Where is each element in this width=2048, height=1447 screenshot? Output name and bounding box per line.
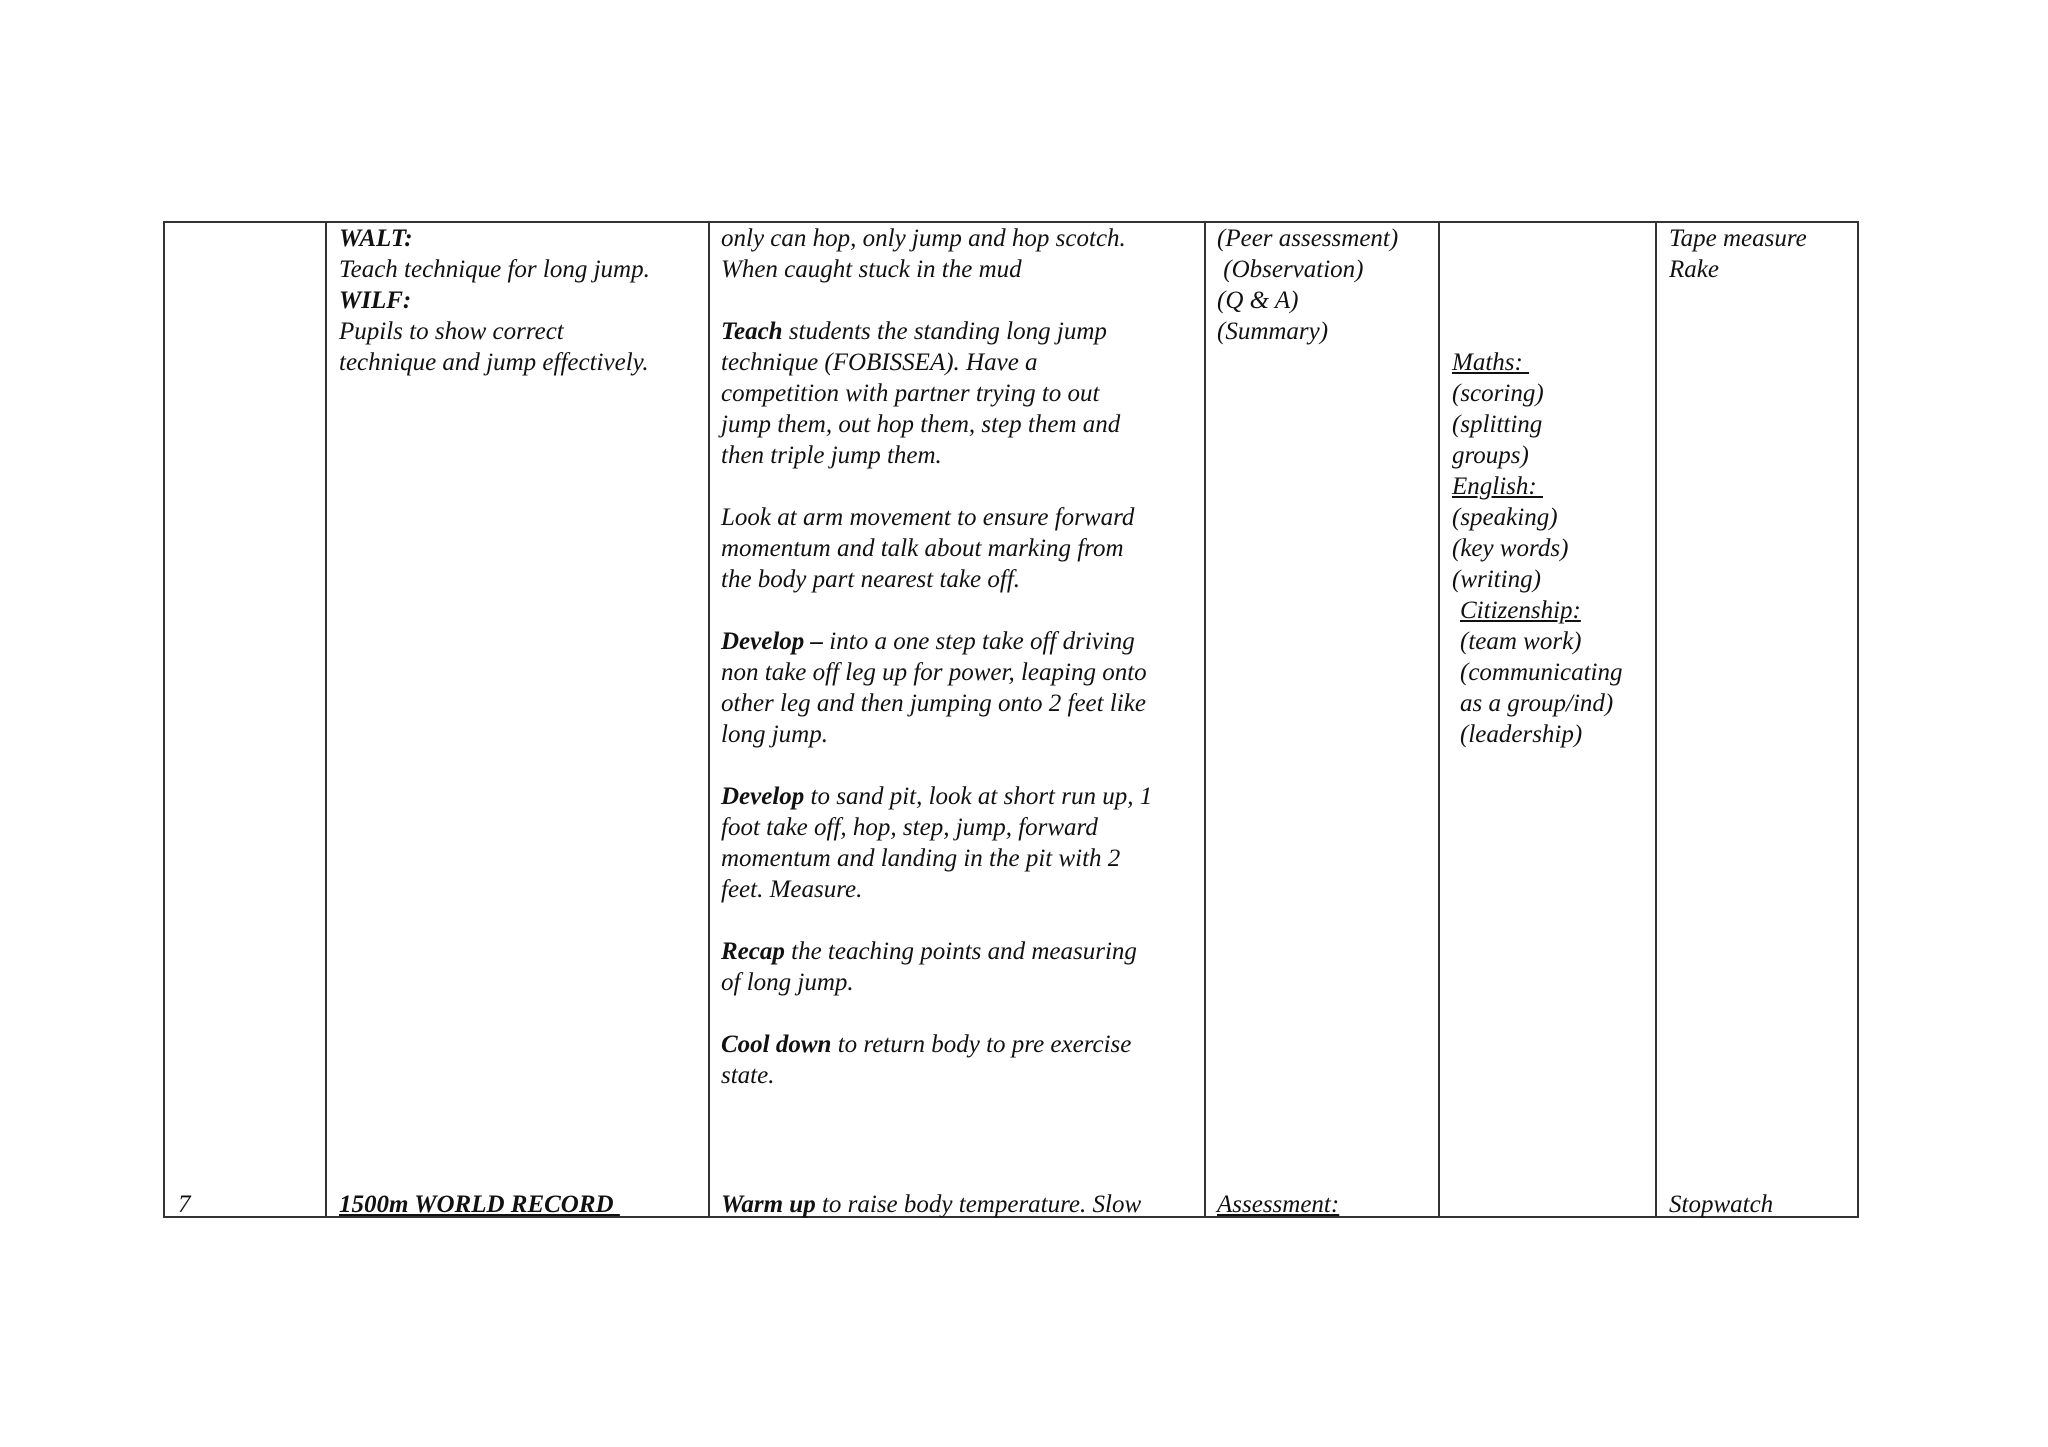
assessment-item: (Peer assessment): [1217, 225, 1399, 252]
assessment-heading: Assessment:: [1217, 1191, 1340, 1218]
assessment-item: (Observation): [1217, 256, 1364, 283]
resource-item: Tape measure: [1669, 225, 1807, 252]
maths-heading: Maths:: [1452, 349, 1530, 376]
citizenship-item: as a group/ind): [1460, 690, 1614, 717]
assessment-item: (Summary): [1217, 318, 1329, 345]
column-divider: [708, 221, 710, 1218]
activities-cell: [721, 223, 1152, 1091]
english-item: (key words): [1452, 535, 1569, 562]
citizenship-item: (leadership): [1460, 721, 1583, 748]
english-item: (speaking): [1452, 504, 1558, 531]
recap-paragraph: Recap the teaching points and measuring: [721, 938, 1137, 965]
maths-item: (scoring): [1452, 380, 1544, 407]
cross-curricular-cell: [1452, 347, 1622, 750]
cooldown-keyword: Cool down: [721, 1031, 832, 1058]
english-item: (writing): [1452, 566, 1541, 593]
activity-line: When caught stuck in the mud: [721, 256, 1022, 283]
activity-line: the body part nearest take off.: [721, 566, 1021, 593]
activity-line: feet. Measure.: [721, 876, 863, 903]
citizenship-item: (communicating: [1460, 659, 1623, 686]
activity-line: other leg and then jumping onto 2 feet like: [721, 690, 1146, 717]
activity-line: of long jump.: [721, 969, 854, 996]
recap-keyword: Recap: [721, 938, 785, 965]
wilf-text-line: technique and jump effectively.: [339, 349, 649, 376]
resource-item: Rake: [1669, 256, 1719, 283]
teach-keyword: Teach: [721, 318, 783, 345]
warmup-keyword: Warm up: [721, 1191, 816, 1218]
wilf-text-line: Pupils to show correct: [339, 318, 564, 345]
column-divider: [1204, 221, 1206, 1218]
activity-line: foot take off, hop, step, jump, forward: [721, 814, 1098, 841]
walt-text: Teach technique for long jump.: [339, 256, 650, 283]
develop-keyword: Develop: [721, 783, 805, 810]
activity-line: long jump.: [721, 721, 828, 748]
activity-line: technique (FOBISSEA). Have a: [721, 349, 1038, 376]
lesson-number: 7: [178, 1191, 191, 1218]
maths-item: groups): [1452, 442, 1529, 469]
activity-line: non take off leg up for power, leaping onto: [721, 659, 1147, 686]
assessment-item: (Q & A): [1217, 287, 1299, 314]
resources-cell: [1669, 223, 1807, 285]
english-heading: English:: [1452, 473, 1543, 500]
activity-line: state.: [721, 1062, 775, 1089]
activity-line: only can hop, only jump and hop scotch.: [721, 225, 1126, 252]
citizenship-item: (team work): [1460, 628, 1582, 655]
develop-keyword: Develop –: [721, 628, 824, 655]
teach-paragraph: Teach students the standing long jump: [721, 318, 1107, 345]
citizenship-heading: Citizenship:: [1460, 597, 1581, 624]
activity-line: then triple jump them.: [721, 442, 942, 469]
activity-line: competition with partner trying to out: [721, 380, 1100, 407]
wilf-label: WILF:: [339, 287, 412, 314]
activity-line: momentum and landing in the pit with 2: [721, 845, 1121, 872]
activity-line: Look at arm movement to ensure forward: [721, 504, 1135, 531]
assessment-cell: [1217, 223, 1398, 347]
column-divider: [1655, 221, 1657, 1218]
cooldown-paragraph: Cool down to return body to pre exercise: [721, 1031, 1132, 1058]
objectives-cell: [339, 223, 650, 378]
develop-paragraph: Develop – into a one step take off driving: [721, 628, 1135, 655]
warmup-line: Warm up to raise body temperature. Slow: [721, 1191, 1142, 1218]
activity-line: momentum and talk about marking from: [721, 535, 1124, 562]
activity-line: jump them, out hop them, step them and: [721, 411, 1121, 438]
walt-label: WALT:: [339, 225, 413, 252]
lesson-title: 1500m WORLD RECORD: [339, 1191, 620, 1218]
resource-item: Stopwatch: [1669, 1191, 1774, 1218]
column-divider: [1438, 221, 1440, 1218]
develop-paragraph: Develop to sand pit, look at short run up, 1: [721, 783, 1153, 810]
maths-item: (splitting: [1452, 411, 1543, 438]
column-divider: [325, 221, 327, 1218]
